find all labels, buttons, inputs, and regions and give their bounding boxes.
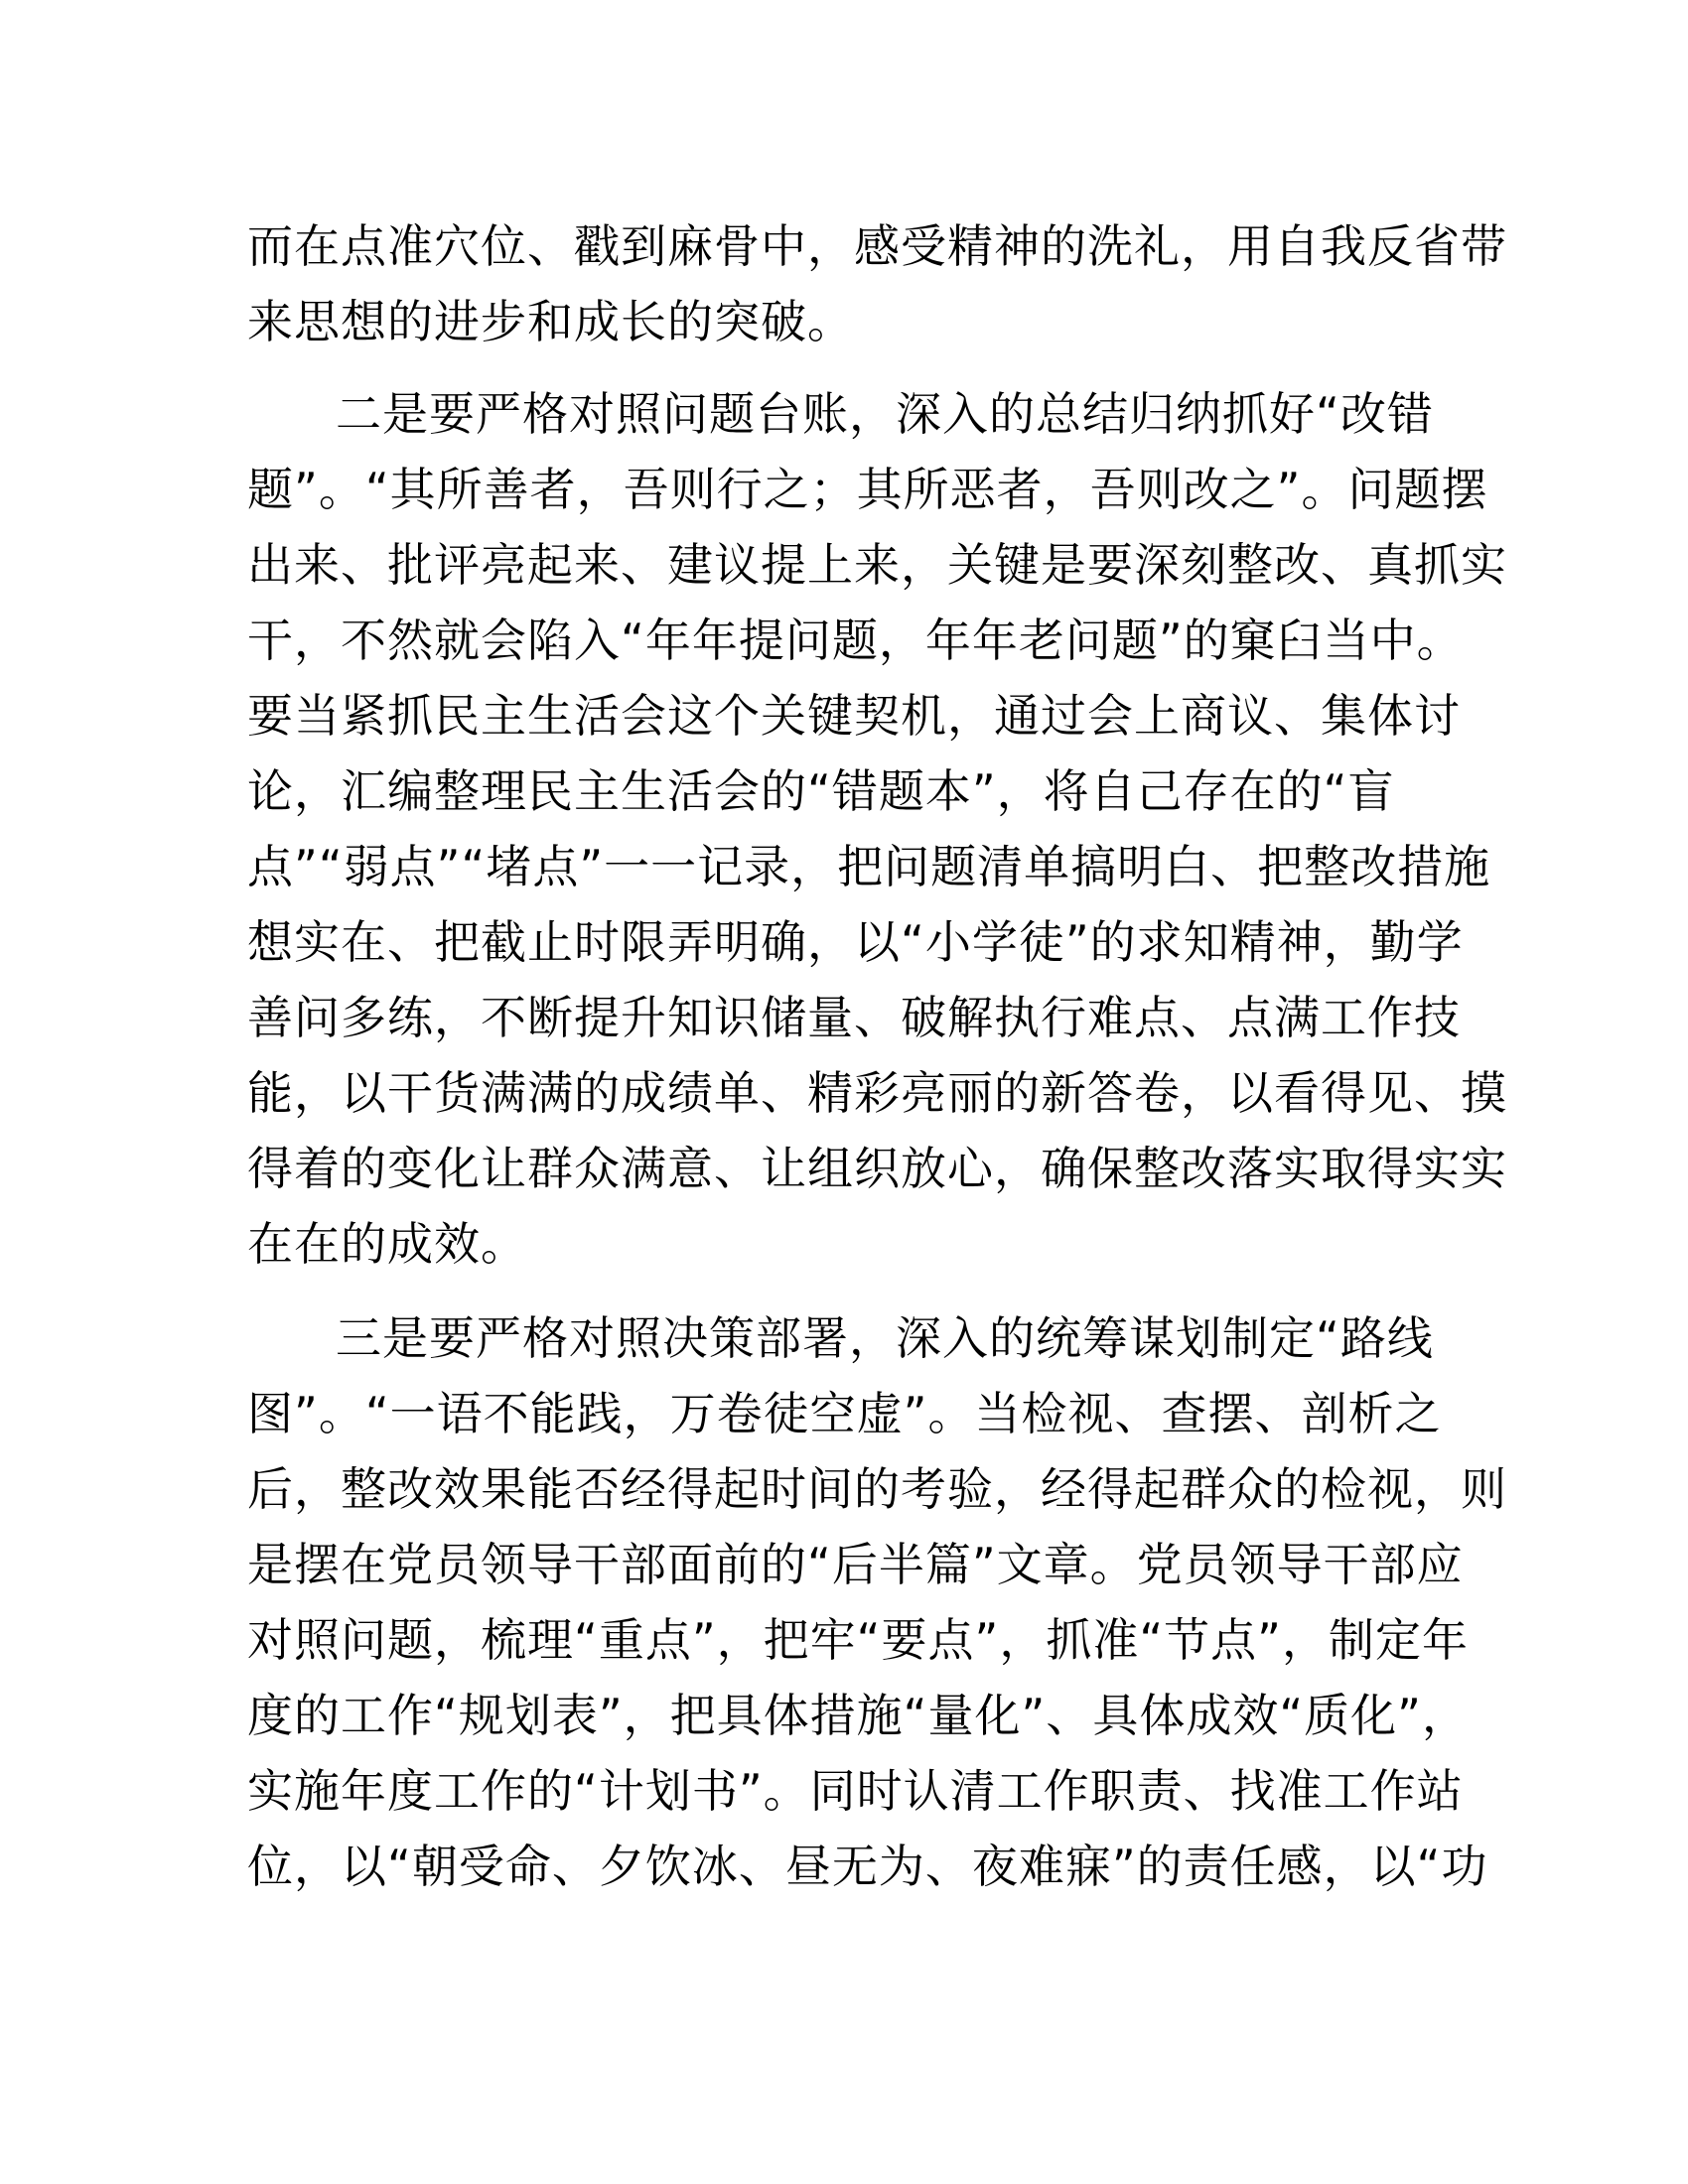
text-line: 是摆在党员领导干部面前的“后半篇”文章。党员领导干部应 — [247, 1538, 1464, 1591]
text-line: 干，不然就会陷入“年年提问题，年年老问题”的窠臼当中。 — [247, 614, 1464, 667]
text-line: 二是要严格对照问题台账，深入的总结归纳抓好“改错 — [336, 387, 1434, 441]
text-line: 度的工作“规划表”，把具体措施“量化”、具体成效“质化”， — [247, 1689, 1469, 1742]
text-line: 图”。“一语不能践，万卷徒空虚”。当检视、查摆、剖析之 — [247, 1387, 1442, 1440]
text-line: 善问多练，不断提升知识储量、破解执行难点、点满工作技 — [247, 991, 1461, 1044]
text-line: 得着的变化让群众满意、让组织放心，确保整改落实取得实实 — [247, 1142, 1507, 1195]
text-line: 来思想的进步和成长的突破。 — [247, 295, 854, 348]
text-line: 能，以干货满满的成绩单、精彩亮丽的新答卷，以看得见、摸 — [247, 1066, 1507, 1120]
text-line: 对照问题，梳理“重点”，把牢“要点”，抓准“节点”，制定年 — [247, 1613, 1469, 1667]
text-line: 位，以“朝受命、夕饮冰、昼无为、夜难寐”的责任感，以“功 — [247, 1840, 1488, 1893]
text-line: 而在点准穴位、戳到麻骨中，感受精神的洗礼，用自我反省带 — [247, 219, 1507, 273]
text-line: 论，汇编整理民主生活会的“错题本”，将自己存在的“盲 — [247, 764, 1395, 818]
text-line: 在在的成效。 — [247, 1217, 527, 1271]
text-line: 想实在、把截止时限弄明确，以“小学徒”的求知精神，勤学 — [247, 915, 1464, 969]
text-line: 要当紧抓民主生活会这个关键契机，通过会上商议、集体讨 — [247, 689, 1461, 743]
text-line: 点”“弱点”“堵点”一一记录，把问题清单搞明白、把整改措施 — [247, 840, 1491, 893]
text-line: 实施年度工作的“计划书”。同时认清工作职责、找准工作站 — [247, 1764, 1464, 1818]
text-line: 出来、批评亮起来、建议提上来，关键是要深刻整改、真抓实 — [247, 538, 1507, 592]
text-line: 题”。“其所善者，吾则行之；其所恶者，吾则改之”。问题摆 — [247, 463, 1488, 516]
text-line: 后，整改效果能否经得起时间的考验，经得起群众的检视，则 — [247, 1462, 1507, 1516]
text-line: 三是要严格对照决策部署，深入的统筹谋划制定“路线 — [336, 1311, 1434, 1365]
